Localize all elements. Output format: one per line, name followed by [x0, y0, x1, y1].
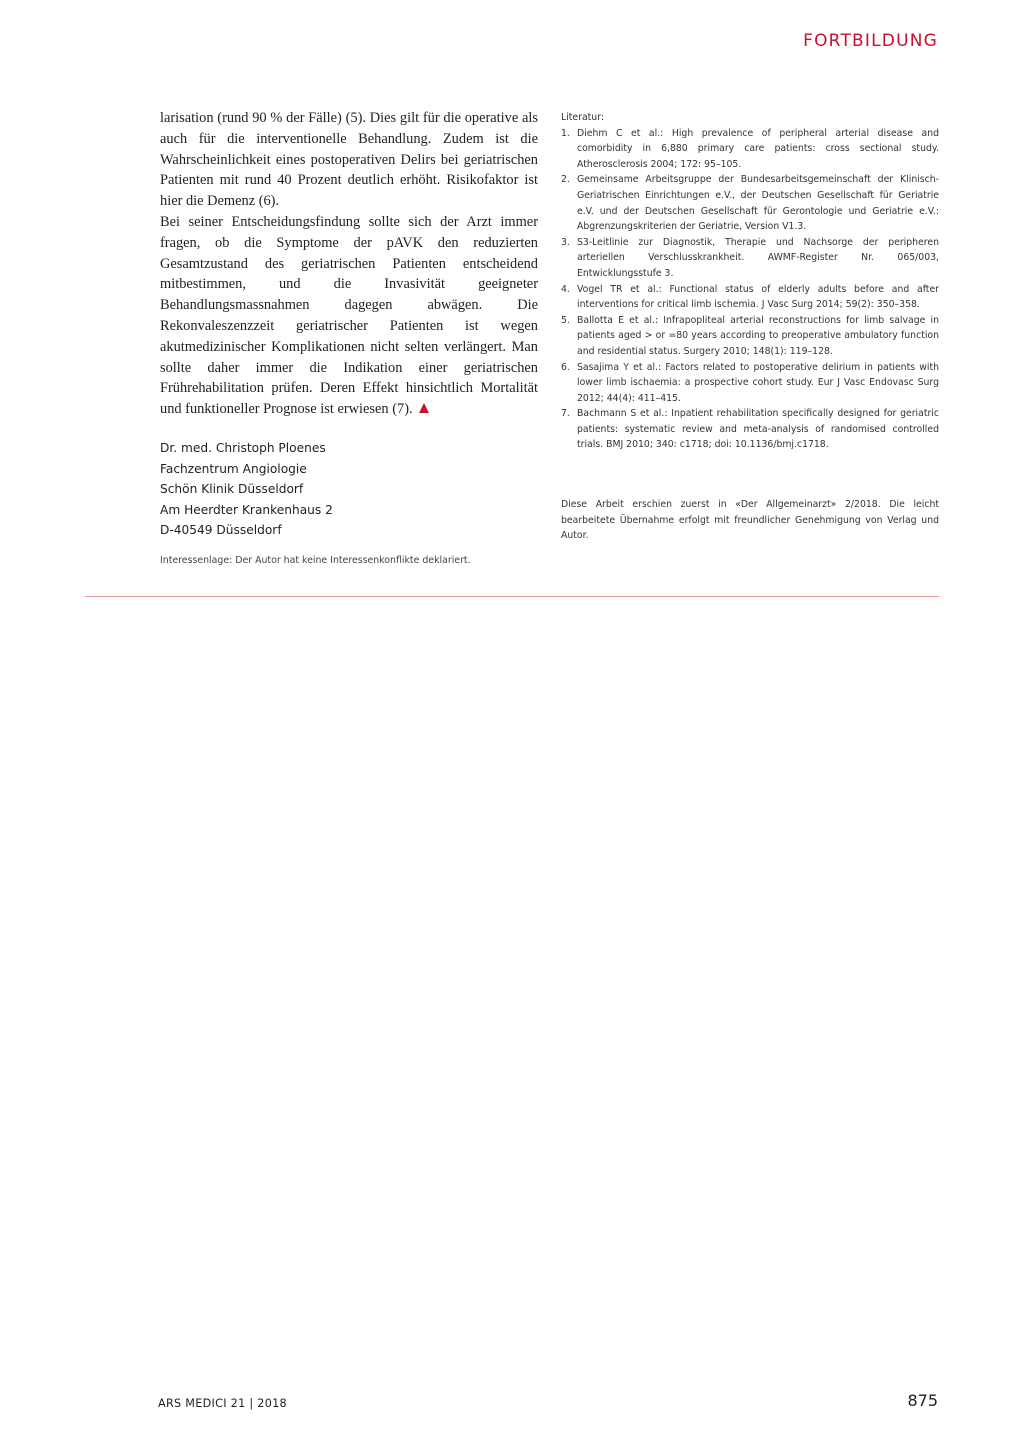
reference-text: Ballotta E et al.: Infrapopliteal arterial reconstructions for limb salvage in patients aged > or =80 years according to preoperative ambulatory function and residential status. Surgery 2010; 148(1): 119–128. [577, 314, 939, 357]
reference-item [561, 313, 939, 360]
reference-number: 4. [561, 283, 570, 295]
body-paragraph-1: larisation (rund 90 % der Fälle) (5). Dies gilt für die operative als auch für die interventionelle Behandlung. Zudem ist die Wahrscheinlichkeit eines postoperativen Delirs bei geriatrischen Patienten mit rund 40 Prozent deutlich erhöht. Risikofaktor ist hier die Demenz (6). [160, 110, 538, 210]
reference-item [561, 126, 939, 173]
reference-text: Bachmann S et al.: Inpatient rehabilitation specifically designed for geriatric patients: systematic review and meta-analysis of randomised controlled trials. BMJ 2010; 340: c1718; doi: 10.1136/bmj.c1718. [577, 408, 939, 451]
reference-number: 2. [561, 174, 570, 186]
literature-title: Literatur: [561, 112, 604, 123]
page-number: 875 [907, 1391, 938, 1410]
reference-text: Gemeinsame Arbeitsgruppe der Bundesarbeitsgemeinschaft der Klinisch-Geriatrischen Einrichtungen e.V., der Deutschen Gesellschaft für Geriatrie e.V. und der Deutschen Gesellschaft für Gerontologie und Geriatrie e.V.: Abgrenzungskriterien der Geriatrie, Version V1.3. [577, 174, 939, 233]
reference-item [561, 406, 939, 453]
section-title: FORTBILDUNG [803, 31, 938, 51]
footer-journal: ARS MEDICI 21 | 2018 [158, 1397, 287, 1410]
author-address [160, 438, 538, 541]
author-clinic: Schön Klinik Düsseldorf [160, 482, 304, 497]
reference-number: 7. [561, 408, 570, 420]
reference-item [561, 360, 939, 407]
article-body-column [160, 108, 538, 566]
reference-item [561, 235, 939, 282]
reference-item [561, 282, 939, 313]
publication-note: Diese Arbeit erschien zuerst in «Der Allgemeinarzt» 2/2018. Die leicht bearbeitete Übernahme erfolgt mit freundlicher Genehmigung von Verlag und Autor. [561, 499, 939, 542]
author-street: Am Heerdter Krankenhaus 2 [160, 502, 333, 517]
conflict-of-interest-note: Interessenlage: Der Autor hat keine Interessenkonflikte deklariert. [160, 554, 471, 566]
reference-item [561, 172, 939, 234]
triangle-end-icon [419, 403, 429, 413]
reference-list [561, 126, 939, 453]
reference-text: Vogel TR et al.: Functional status of elderly adults before and after interventions for critical limb ischemia. J Vasc Surg 2014; 59(2): 350–358. [577, 283, 939, 311]
reference-number: 1. [561, 127, 570, 139]
reference-text: Diehm C et al.: High prevalence of peripheral arterial disease and comorbidity in 6,880 primary care patients: cross sectional study. Atherosclerosis 2004; 172: 95–105. [577, 127, 939, 170]
author-city: D-40549 Düsseldorf [160, 523, 282, 538]
reference-number: 6. [561, 361, 570, 373]
author-name: Dr. med. Christoph Ploenes [160, 440, 326, 455]
body-paragraph-2 [160, 212, 538, 420]
reference-number: 3. [561, 236, 570, 248]
reference-text: Sasajima Y et al.: Factors related to postoperative delirium in patients with lower limb ischaemia: a prospective cohort study. Eur J Vasc Endovasc Surg 2012; 44(4): 411–415. [577, 361, 939, 404]
reference-text: S3-Leitlinie zur Diagnostik, Therapie und Nachsorge der peripheren arteriellen Verschlusskrankheit. AWMF-Register Nr. 065/003, Entwicklungsstufe 3. [577, 236, 939, 279]
reference-number: 5. [561, 314, 570, 326]
author-department: Fachzentrum Angiologie [160, 461, 307, 476]
literature-column [561, 110, 939, 544]
horizontal-rule [85, 596, 939, 597]
body-paragraph-2-text: Bei seiner Entscheidungsfindung sollte sich der Arzt immer fragen, ob die Symptome der pAVK den reduzierten Gesamtzustand des geriatrischen Patienten entscheidend mitbestimmen, und die Invasivität geeigneter Behandlungsmassnahmen dagegen abwägen. Die Rekonvaleszenzzeit geriatrischer Patienten ist wegen akutmedizinischer Komplikationen nicht selten verlängert. Man sollte daher immer die Indikation einer geriatrischen Frührehabilitation prüfen. Deren Effekt hinsichtlich Mortalität und funktioneller Prognose ist erwiesen (7). [160, 213, 538, 418]
